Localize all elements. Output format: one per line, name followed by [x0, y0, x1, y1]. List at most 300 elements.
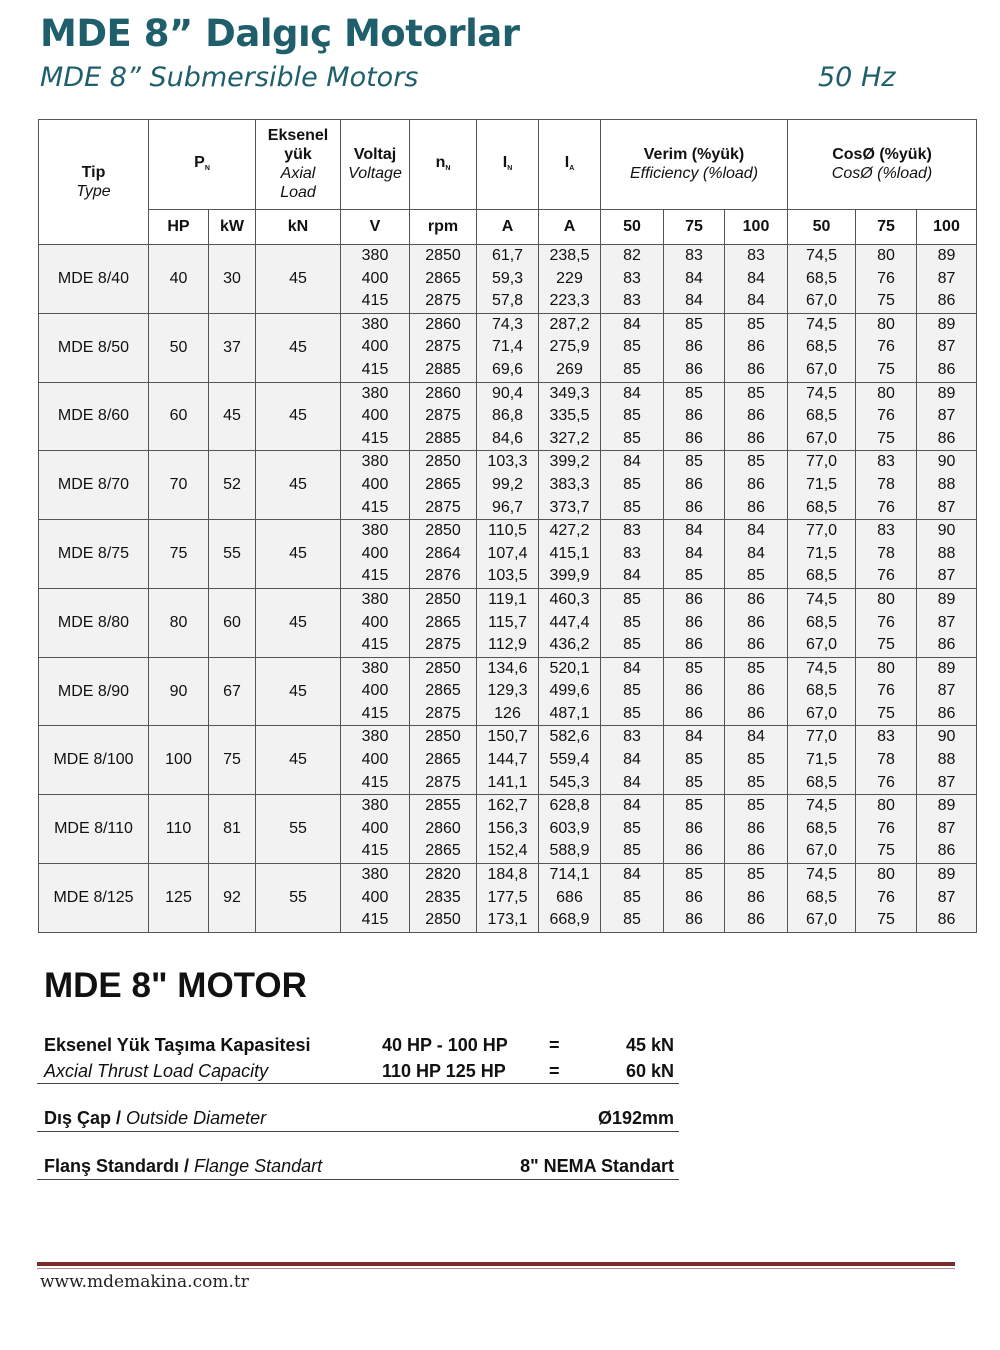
axial-equals-1: =: [549, 1035, 560, 1055]
cell-c75-value: 80: [877, 797, 895, 815]
cell-rpm-value: 2860: [425, 819, 461, 837]
header-cos-en: CosØ (%load): [831, 165, 933, 183]
cell-e75-value: 85: [685, 384, 703, 402]
cell-c100: [917, 657, 977, 726]
page-subtitle: MDE 8” Submersible Motors: [40, 62, 419, 93]
cell-e75: [664, 795, 725, 864]
flange-label: [44, 1156, 322, 1177]
cell-in-value: 90,4: [491, 384, 524, 402]
cell-e100: [725, 657, 788, 726]
header-ia-sub: A: [569, 165, 575, 173]
header-axial-tr: Eksenel yük: [267, 127, 329, 164]
cell-rpm: [410, 795, 477, 864]
cell-rpm-value: 2860: [425, 384, 461, 402]
cell-v-value: 380: [361, 659, 389, 677]
cell-rpm-value: 2850: [425, 659, 461, 677]
cell-e50: [601, 451, 664, 520]
cell-e100-value: 86: [747, 360, 765, 378]
cell-hp: 70: [149, 451, 209, 520]
cell-rpm: [410, 657, 477, 726]
cell-in: [477, 313, 539, 382]
cell-in-value: 119,1: [488, 590, 527, 608]
footer-website-link[interactable]: www.mdemakina.com.tr: [40, 1272, 249, 1292]
cell-ia-value: 668,9: [549, 911, 590, 929]
cell-ia-value: 520,1: [549, 659, 590, 677]
cell-c100-value: 90: [937, 522, 956, 540]
cell-c75-value: 76: [877, 338, 895, 356]
cell-rpm-value: 2875: [425, 407, 461, 425]
cell-hp: 90: [149, 657, 209, 726]
cell-type: MDE 8/100: [39, 726, 149, 795]
cell-in-value: 99,2: [491, 475, 524, 493]
cell-v: [341, 451, 410, 520]
axial-equals-2: =: [549, 1061, 560, 1081]
cell-rpm-value: 2865: [425, 682, 461, 700]
axial-label-tr: Eksenel Yük Taşıma Kapasitesi: [44, 1035, 311, 1055]
cell-e50-value: 85: [623, 475, 641, 493]
cell-hp: 50: [149, 313, 209, 382]
cell-c50-value: 68,5: [805, 613, 838, 631]
cell-kw: 55: [209, 520, 256, 589]
cell-c50: [788, 726, 856, 795]
cell-v-value: 380: [361, 728, 389, 746]
cell-c75-value: 76: [877, 888, 895, 906]
cell-hp: 100: [149, 726, 209, 795]
cell-c50-value: 68,5: [805, 407, 838, 425]
diameter-label: [44, 1108, 266, 1129]
unit-cell: kW: [209, 209, 256, 244]
cell-c100-value: 88: [937, 544, 956, 562]
cell-type: MDE 8/70: [39, 451, 149, 520]
cell-c100: [917, 726, 977, 795]
cell-e100: [725, 864, 788, 933]
cell-e50-value: 84: [623, 567, 641, 585]
cell-kn: 45: [256, 657, 341, 726]
cell-ia-value: 714,1: [549, 866, 590, 884]
cell-in-value: 84,6: [491, 429, 524, 447]
cell-c50-value: 67,0: [805, 429, 838, 447]
cell-c100: [917, 864, 977, 933]
cell-rpm-value: 2850: [425, 728, 461, 746]
header-nn: [410, 120, 477, 210]
cell-e50-value: 85: [623, 360, 641, 378]
cell-c75-value: 76: [877, 407, 895, 425]
cell-in-value: 129,3: [487, 682, 528, 700]
cell-e50-value: 85: [623, 590, 641, 608]
cell-v-value: 415: [361, 704, 389, 722]
cell-e100: [725, 795, 788, 864]
cell-e100-value: 85: [747, 315, 765, 333]
cell-in-value: 126: [494, 704, 521, 722]
cell-in-value: 61,7: [491, 247, 524, 264]
cell-e75-value: 86: [685, 498, 703, 516]
cell-c50-value: 68,5: [805, 567, 838, 585]
cell-c100-value: 87: [937, 773, 956, 791]
cell-c100-value: 86: [937, 636, 956, 654]
cell-c100-value: 89: [937, 315, 956, 333]
cell-c100-value: 87: [937, 613, 956, 631]
cell-v: [341, 588, 410, 657]
cell-c75-value: 78: [877, 475, 895, 493]
cell-c50-value: 74,5: [805, 659, 838, 677]
axial-range-1: 40 HP - 100 HP: [382, 1035, 508, 1055]
cell-ia-value: 335,5: [549, 407, 590, 425]
cell-e100-value: 86: [747, 888, 765, 906]
cell-kn: 45: [256, 588, 341, 657]
cell-ia-value: 447,4: [549, 613, 590, 631]
cell-e75-value: 86: [685, 842, 703, 860]
diameter-label-tr: Dış Çap /: [44, 1108, 122, 1128]
cell-e50-value: 84: [623, 659, 641, 677]
cell-e50-value: 85: [623, 429, 641, 447]
cell-c100-value: 87: [937, 819, 956, 837]
cell-rpm: [410, 382, 477, 451]
unit-cell: 75: [664, 209, 725, 244]
cell-rpm-value: 2876: [425, 567, 461, 585]
cell-v-value: 380: [361, 590, 389, 608]
cell-ia: [539, 726, 601, 795]
cell-e50: [601, 245, 664, 314]
cell-c100: [917, 451, 977, 520]
cell-c100: [917, 588, 977, 657]
cell-v-value: 415: [361, 911, 389, 929]
cell-c50-value: 67,0: [805, 842, 838, 860]
cell-e50-value: 83: [623, 728, 641, 746]
cell-c75-value: 75: [877, 360, 895, 378]
cell-c100-value: 86: [937, 429, 956, 447]
cell-e75-value: 85: [685, 751, 703, 769]
cell-in: [477, 520, 539, 589]
cell-e100-value: 85: [747, 384, 765, 402]
cell-e75-value: 85: [685, 315, 703, 333]
cell-c50-value: 67,0: [805, 292, 838, 310]
unit-cell: A: [539, 209, 601, 244]
cell-e50-value: 84: [623, 773, 641, 791]
cell-in-value: 112,9: [488, 636, 527, 654]
header-pn: [149, 120, 256, 210]
cell-c50: [788, 382, 856, 451]
cell-rpm-value: 2855: [425, 797, 461, 815]
cell-e75: [664, 451, 725, 520]
cell-e75-value: 86: [685, 429, 703, 447]
cell-in-value: 173,1: [487, 911, 528, 929]
cell-ia: [539, 588, 601, 657]
cell-v-value: 415: [361, 429, 389, 447]
divider: [37, 1179, 679, 1180]
cell-e50-value: 84: [623, 315, 641, 333]
cell-v-value: 380: [361, 315, 389, 333]
cell-kn: 55: [256, 795, 341, 864]
cell-rpm: [410, 313, 477, 382]
cell-v-value: 380: [361, 384, 389, 402]
cell-e50: [601, 313, 664, 382]
cell-e100-value: 86: [747, 590, 765, 608]
cell-ia-value: 415,1: [549, 544, 590, 562]
cell-rpm-value: 2865: [425, 269, 461, 287]
flange-value: 8" NEMA Standart: [520, 1156, 674, 1176]
cell-rpm: [410, 520, 477, 589]
cell-ia: [539, 657, 601, 726]
cell-e100-value: 86: [747, 842, 765, 860]
cell-e75-value: 86: [685, 888, 703, 906]
cell-e75-value: 84: [685, 728, 703, 746]
cell-e100-value: 84: [747, 269, 765, 287]
cell-hp: 60: [149, 382, 209, 451]
cell-in-value: 152,4: [487, 842, 528, 860]
cell-c50-value: 67,0: [805, 636, 838, 654]
cell-c50-value: 68,5: [805, 338, 838, 356]
unit-cell: kN: [256, 209, 341, 244]
cell-e100-value: 86: [747, 475, 765, 493]
cell-e100-value: 84: [747, 544, 765, 562]
header-pn-sub: N: [204, 165, 210, 173]
cell-c75: [856, 382, 917, 451]
cell-kw: 37: [209, 313, 256, 382]
cell-e50: [601, 520, 664, 589]
cell-c75-value: 75: [877, 292, 895, 310]
cell-kw: 60: [209, 588, 256, 657]
cell-e75-value: 86: [685, 338, 703, 356]
cell-c100-value: 89: [937, 659, 956, 677]
divider: [37, 1131, 679, 1132]
cell-ia-value: 349,3: [549, 384, 590, 402]
cell-c75: [856, 313, 917, 382]
flange-label-en: Flange Standart: [194, 1156, 323, 1176]
cell-kn: 45: [256, 382, 341, 451]
cell-c100-value: 87: [937, 269, 956, 287]
cell-ia-value: 628,8: [549, 797, 590, 815]
table-row: [39, 588, 977, 657]
cell-c50-value: 71,5: [805, 751, 838, 769]
cell-in-value: 107,4: [487, 544, 528, 562]
cell-in-value: 110,5: [488, 522, 527, 540]
cell-rpm: [410, 588, 477, 657]
header-eff-tr: Verim (%yük): [643, 146, 745, 164]
cell-rpm-value: 2865: [425, 613, 461, 631]
cell-e75: [664, 245, 725, 314]
cell-c75: [856, 795, 917, 864]
footer-rule-thin: [37, 1268, 955, 1269]
cell-e50-value: 85: [623, 407, 641, 425]
cell-rpm-value: 2865: [425, 475, 461, 493]
cell-e50-value: 85: [623, 682, 641, 700]
cell-v-value: 380: [361, 866, 389, 884]
cell-ia-value: 460,3: [549, 590, 590, 608]
cell-c100-value: 87: [937, 498, 956, 516]
cell-ia-value: 223,3: [549, 292, 590, 310]
cell-c100-value: 88: [937, 475, 956, 493]
cell-rpm-value: 2820: [425, 866, 461, 884]
cell-in-value: 86,8: [491, 407, 524, 425]
axial-range-2: 110 HP 125 HP: [382, 1061, 506, 1081]
cell-c75-value: 83: [877, 453, 895, 471]
cell-c100-value: 86: [937, 360, 956, 378]
cell-c50-value: 68,5: [805, 819, 838, 837]
cell-hp: 125: [149, 864, 209, 933]
cell-c75-value: 76: [877, 498, 895, 516]
cell-c50-value: 68,5: [805, 269, 838, 287]
cell-c75-value: 75: [877, 636, 895, 654]
cell-e75-value: 85: [685, 659, 703, 677]
cell-v: [341, 657, 410, 726]
cell-ia-value: 436,2: [549, 636, 590, 654]
header-nn-sub: N: [445, 165, 451, 173]
cell-c100-value: 87: [937, 338, 956, 356]
cell-e100-value: 86: [747, 613, 765, 631]
cell-v-value: 415: [361, 292, 389, 310]
cell-c100: [917, 795, 977, 864]
cell-e50-value: 85: [623, 819, 641, 837]
cell-e75-value: 86: [685, 682, 703, 700]
header-axial-en: Axial Load: [280, 165, 316, 202]
cell-e50-value: 84: [623, 453, 641, 471]
cell-in-value: 134,6: [487, 659, 528, 677]
cell-c50-value: 68,5: [805, 888, 838, 906]
cell-v: [341, 245, 410, 314]
cell-c75-value: 76: [877, 682, 895, 700]
cell-v-value: 415: [361, 842, 389, 860]
cell-in: [477, 245, 539, 314]
cell-c75-value: 75: [877, 911, 895, 929]
cell-c75-value: 76: [877, 269, 895, 287]
cell-ia-value: 275,9: [549, 338, 590, 356]
cell-type: MDE 8/50: [39, 313, 149, 382]
header-in-label: I: [502, 154, 508, 172]
cell-c75-value: 80: [877, 384, 895, 402]
cell-c50: [788, 245, 856, 314]
cell-v-value: 415: [361, 498, 389, 516]
cell-ia-value: 229: [556, 269, 583, 287]
cell-ia-value: 383,3: [549, 475, 590, 493]
cell-e50-value: 83: [623, 269, 641, 287]
cell-ia: [539, 313, 601, 382]
cell-v-value: 380: [361, 453, 389, 471]
cell-ia: [539, 382, 601, 451]
cell-c75: [856, 451, 917, 520]
cell-c75-value: 80: [877, 866, 895, 884]
cell-kw: 52: [209, 451, 256, 520]
cell-ia: [539, 245, 601, 314]
cell-c100-value: 88: [937, 751, 956, 769]
cell-c100: [917, 520, 977, 589]
cell-kw: 92: [209, 864, 256, 933]
cell-e75-value: 86: [685, 613, 703, 631]
unit-cell: 75: [856, 209, 917, 244]
cell-e50-value: 84: [623, 866, 641, 884]
cell-in-value: 74,3: [491, 315, 524, 333]
cell-in-value: 177,5: [487, 888, 528, 906]
cell-e50-value: 85: [623, 888, 641, 906]
cell-c75-value: 76: [877, 773, 895, 791]
cell-kw: 81: [209, 795, 256, 864]
cell-e100-value: 86: [747, 704, 765, 722]
cell-ia-value: 559,4: [549, 751, 590, 769]
cell-c100-value: 90: [937, 453, 956, 471]
cell-c50-value: 74,5: [805, 590, 838, 608]
table-row: [39, 245, 977, 314]
cell-e75: [664, 520, 725, 589]
cell-rpm-value: 2875: [425, 636, 461, 654]
cell-e100-value: 84: [747, 522, 765, 540]
cell-kn: 55: [256, 864, 341, 933]
cell-e100-value: 85: [747, 453, 765, 471]
cell-c50-value: 71,5: [805, 544, 838, 562]
cell-c75: [856, 657, 917, 726]
cell-type: MDE 8/110: [39, 795, 149, 864]
cell-c75-value: 78: [877, 751, 895, 769]
cell-v-value: 400: [361, 475, 389, 493]
cell-c75: [856, 520, 917, 589]
cell-e50-value: 83: [623, 292, 641, 310]
cell-in-value: 162,7: [487, 797, 528, 815]
cell-c75: [856, 245, 917, 314]
cell-e75: [664, 588, 725, 657]
cell-c50-value: 67,0: [805, 911, 838, 929]
cell-kn: 45: [256, 245, 341, 314]
cell-c75-value: 83: [877, 728, 895, 746]
cell-rpm-value: 2865: [425, 751, 461, 769]
divider: [37, 1083, 679, 1084]
cell-ia-value: 373,7: [549, 498, 590, 516]
cell-e75: [664, 382, 725, 451]
cell-e75-value: 86: [685, 475, 703, 493]
unit-cell: A: [477, 209, 539, 244]
cell-in-value: 103,3: [487, 453, 528, 471]
axial-value-1: 45 kN: [625, 1035, 674, 1055]
cell-rpm: [410, 451, 477, 520]
cell-c50: [788, 795, 856, 864]
table-row: [39, 313, 977, 382]
cell-e100: [725, 245, 788, 314]
cell-in: [477, 382, 539, 451]
cell-e100-value: 85: [747, 773, 765, 791]
unit-cell: rpm: [410, 209, 477, 244]
cell-in: [477, 657, 539, 726]
cell-e50-value: 84: [623, 384, 641, 402]
cell-v-value: 380: [361, 247, 389, 264]
cell-e100-value: 86: [747, 407, 765, 425]
cell-c50-value: 77,0: [805, 522, 838, 540]
cell-c100-value: 87: [937, 888, 956, 906]
cell-e100-value: 86: [747, 682, 765, 700]
cell-e75: [664, 657, 725, 726]
cell-v: [341, 382, 410, 451]
cell-v-value: 400: [361, 888, 389, 906]
cell-ia-value: 327,2: [549, 429, 590, 447]
cell-c50: [788, 588, 856, 657]
table-row: [39, 726, 977, 795]
cell-c100-value: 86: [937, 704, 956, 722]
header-pn-label: P: [194, 154, 205, 172]
cell-c50-value: 68,5: [805, 498, 838, 516]
cell-e75: [664, 313, 725, 382]
cell-c75-value: 80: [877, 315, 895, 333]
cell-e75-value: 85: [685, 453, 703, 471]
cell-rpm: [410, 726, 477, 795]
cell-rpm-value: 2875: [425, 498, 461, 516]
header-in: [477, 120, 539, 210]
cell-in: [477, 795, 539, 864]
cell-ia-value: 686: [556, 888, 583, 906]
header-axial: [256, 120, 341, 210]
cell-hp: 80: [149, 588, 209, 657]
cell-e50-value: 85: [623, 704, 641, 722]
cell-e75-value: 86: [685, 360, 703, 378]
cell-e50-value: 84: [623, 797, 641, 815]
cell-e100: [725, 382, 788, 451]
cell-e75-value: 86: [685, 704, 703, 722]
cell-ia-value: 588,9: [549, 842, 590, 860]
